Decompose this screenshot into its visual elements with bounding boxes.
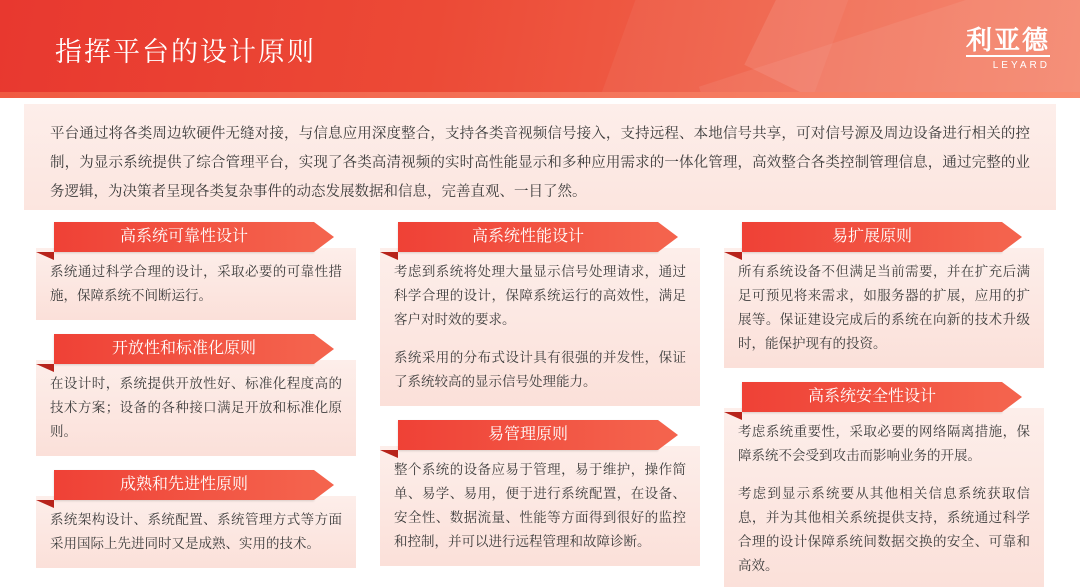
principle-paragraph: 系统采用的分布式设计具有很强的并发性，保证了系统较高的显示信号处理能力。 [394, 350, 686, 389]
principle-card [724, 222, 1044, 368]
principle-title: 易管理原则 [398, 420, 658, 450]
intro-text: 平台通过将各类周边软硬件无缝对接，与信息应用深度整合，支持各类音视频信号接入，支持远程、本地信号共享，可对信号源及周边设备进行相关的控制，为显示系统提供了综合管理平台，实现了各类高清视频的实时高性能显示和多种应用需求的一体化管理，高效整合各类控制管理信息，通过完整的业务逻辑，为决策者呈现各类复杂事件的动态发展数据和信息，完善直观、一目了然。 [50, 126, 1030, 200]
principle-card [380, 222, 700, 406]
logo-divider [966, 55, 1050, 57]
principle-body [36, 360, 356, 456]
principle-card [36, 222, 356, 320]
logo-text-cn: 利亚德 [965, 25, 1050, 55]
principle-card [36, 470, 356, 568]
principle-paragraph: 系统架构设计、系统配置、系统管理方式等方面采用国际上先进同时又是成熟、实用的技术。 [50, 512, 342, 551]
principle-paragraph: 考虑到显示系统要从其他相关信息系统获取信息，并为其他相关系统提供支持，系统通过科学合理的设计保障系统间数据交换的安全、可靠和高效。 [738, 486, 1030, 573]
principle-paragraph: 在设计时，系统提供开放性好、标准化程度高的技术方案；设备的各种接口满足开放和标准化原则。 [50, 376, 342, 439]
principle-title: 成熟和先进性原则 [54, 470, 314, 500]
principle-body [36, 248, 356, 320]
principle-title: 高系统性能设计 [398, 222, 658, 252]
principle-paragraph: 系统通过科学合理的设计，采取必要的可靠性措施，保障系统不间断运行。 [50, 264, 342, 303]
principle-body [36, 496, 356, 568]
principle-body [724, 408, 1044, 587]
slide-header [0, 0, 1080, 92]
company-logo [966, 26, 1050, 73]
page-title: 指挥平台的设计原则 [55, 37, 316, 67]
principle-paragraph: 考虑到系统将处理大量显示信号处理请求，通过科学合理的设计，保障系统运行的高效性，满足客户对时效的要求。 [394, 264, 686, 327]
logo-text-en: LEYARD [992, 60, 1050, 71]
principles-column-1 [36, 222, 356, 582]
intro-panel [24, 104, 1056, 210]
principle-paragraph: 所有系统设备不但满足当前需要，并在扩充后满足可预见将来需求，如服务器的扩展，应用的扩展等。保证建设完成后的系统在向新的技术升级时，能保护现有的投资。 [738, 264, 1030, 351]
principle-title: 高系统可靠性设计 [54, 222, 314, 252]
principle-body [380, 446, 700, 566]
principle-card [380, 420, 700, 566]
principle-body [380, 248, 700, 406]
principle-title: 高系统安全性设计 [742, 382, 1002, 412]
principle-paragraph: 考虑系统重要性，采取必要的网络隔离措施，保障系统不会受到攻击而影响业务的开展。 [738, 424, 1030, 463]
principle-body [724, 248, 1044, 368]
principles-column-2 [380, 222, 700, 580]
principle-card [36, 334, 356, 456]
header-accent-bar [0, 92, 1080, 98]
principles-column-3 [724, 222, 1044, 587]
principle-card [724, 382, 1044, 587]
header-decoration-shape-3 [585, 0, 855, 92]
principle-paragraph: 整个系统的设备应易于管理，易于维护，操作简单、易学、易用，便于进行系统配置，在设备、安全性、数据流量、性能等方面得到很好的监控和控制，并可以进行远程管理和故障诊断。 [394, 462, 686, 549]
principle-title: 开放性和标准化原则 [54, 334, 314, 364]
principle-title: 易扩展原则 [742, 222, 1002, 252]
